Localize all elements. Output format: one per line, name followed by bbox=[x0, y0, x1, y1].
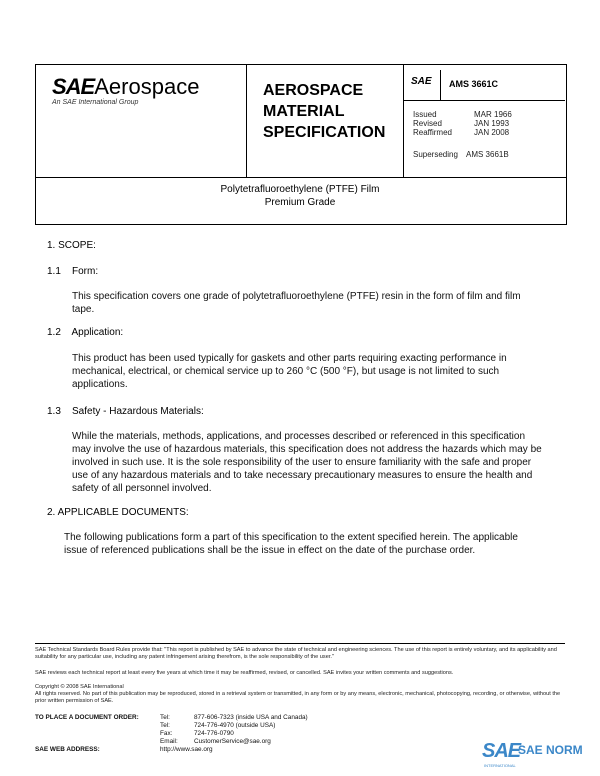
fax-value: 724-776-0790 bbox=[194, 730, 234, 737]
superseding-value: AMS 3661B bbox=[466, 150, 509, 159]
tel2-label: Tel: bbox=[160, 722, 170, 729]
title-line-2: Premium Grade bbox=[264, 197, 336, 208]
brand-sae-mark: SAE bbox=[482, 740, 521, 762]
doc-type-line: AEROSPACE bbox=[263, 82, 364, 99]
footer-rights: All rights reserved. No part of this publication may be reproduced, stored in a retrieval system or transmitted, in any form or by any means, electronic, mechanical, photocopying, recording, or otherwise, without the prior written permission of SAE. bbox=[35, 691, 561, 704]
sae-aerospace-logo bbox=[52, 76, 199, 106]
email-label: Email: bbox=[160, 738, 178, 745]
footer-copyright: Copyright © 2008 SAE International bbox=[35, 684, 124, 690]
fax-label: Fax: bbox=[160, 730, 173, 737]
section-1-3-heading: 1.3 Safety - Hazardous Materials: bbox=[47, 406, 204, 417]
section-1-2-text: This product has been used typically for gaskets and other parts requiring exacting performance in mechanical, electrical, or chemical service up to 260 °C (500 °F), but usage is not limited to such applications. bbox=[72, 353, 507, 390]
doc-type-line: SPECIFICATION bbox=[263, 124, 386, 141]
document-title bbox=[35, 183, 565, 209]
sae-mini-logo: SAE bbox=[411, 76, 432, 87]
footer-divider bbox=[35, 643, 565, 644]
sae-norm-logo bbox=[482, 740, 592, 770]
footer-standards-rules: SAE Technical Standards Board Rules provide that: "This report is published by SAE to advance the state of technical and engineering sciences. The use of this report is entirely voluntary, and its applicability and suitability for any particular use, including any patent infringement arising therefrom, is the sole responsibility of the user." bbox=[35, 647, 557, 660]
superseding-label: Superseding bbox=[413, 150, 458, 159]
document-type bbox=[263, 80, 385, 143]
revised-label: Revised bbox=[413, 119, 442, 128]
logo-tagline: An SAE International Group bbox=[52, 99, 139, 106]
section-1-1-heading: 1.1 Form: bbox=[47, 266, 99, 277]
web-link[interactable]: http://www.sae.org bbox=[160, 746, 213, 753]
revised-value: JAN 1993 bbox=[474, 119, 510, 128]
title-line-1: Polytetrafluoroethylene (PTFE) Film bbox=[220, 184, 380, 195]
logo-aerospace: Aerospace bbox=[94, 74, 200, 99]
tel-label: Tel: bbox=[160, 714, 170, 721]
section-1-3-text: While the materials, methods, applications, and processes described or referenced in this specification may involve the use of hazardous materials, this specification does not address the hazards which may be involved in such use. It is the sole responsibility of the user to ensure familiarity with the safe and proper use of any hazardous materials and to take necessary precautionary measures to ensure the health and safety of all personnel involved. bbox=[72, 431, 542, 494]
brand-subtext: INTERNATIONAL bbox=[484, 763, 516, 768]
reaffirmed-label: Reaffirmed bbox=[413, 128, 452, 137]
tel-value: 877-606-7323 (inside USA and Canada) bbox=[194, 714, 308, 721]
brand-norm-text: SAE NORM bbox=[518, 743, 583, 757]
tel2-value: 724-776-4970 (outside USA) bbox=[194, 722, 276, 729]
issued-value: MAR 1966 bbox=[474, 110, 512, 119]
logo-sae: SAE bbox=[52, 74, 95, 99]
order-label: TO PLACE A DOCUMENT ORDER: bbox=[35, 714, 139, 721]
section-2-heading: 2. APPLICABLE DOCUMENTS: bbox=[47, 507, 189, 518]
section-1-heading: 1. SCOPE: bbox=[47, 240, 96, 251]
web-label: SAE WEB ADDRESS: bbox=[35, 746, 100, 753]
issued-label: Issued bbox=[413, 110, 437, 119]
footer-review-note: SAE reviews each technical report at least every five years at which time it may be reaffirmed, revised, or cancelled. SAE invites your written comments and suggestions. bbox=[35, 670, 454, 676]
email-link[interactable]: CustomerService@sae.org bbox=[194, 738, 271, 745]
ams-number: AMS 3661C bbox=[449, 79, 499, 89]
section-1-2-heading: 1.2 Application: bbox=[47, 327, 124, 338]
doc-type-line: MATERIAL bbox=[263, 103, 345, 120]
reaffirmed-value: JAN 2008 bbox=[474, 128, 510, 137]
header-divider bbox=[404, 100, 565, 101]
section-1-1-text: This specification covers one grade of polytetrafluoroethylene (PTFE) resin in the form of film and film tape. bbox=[72, 291, 521, 315]
section-2-text: The following publications form a part of this specification to the extent specified herein. The applicable issue of referenced publications shall be the issue in effect on the date of the purchase order. bbox=[64, 532, 518, 556]
